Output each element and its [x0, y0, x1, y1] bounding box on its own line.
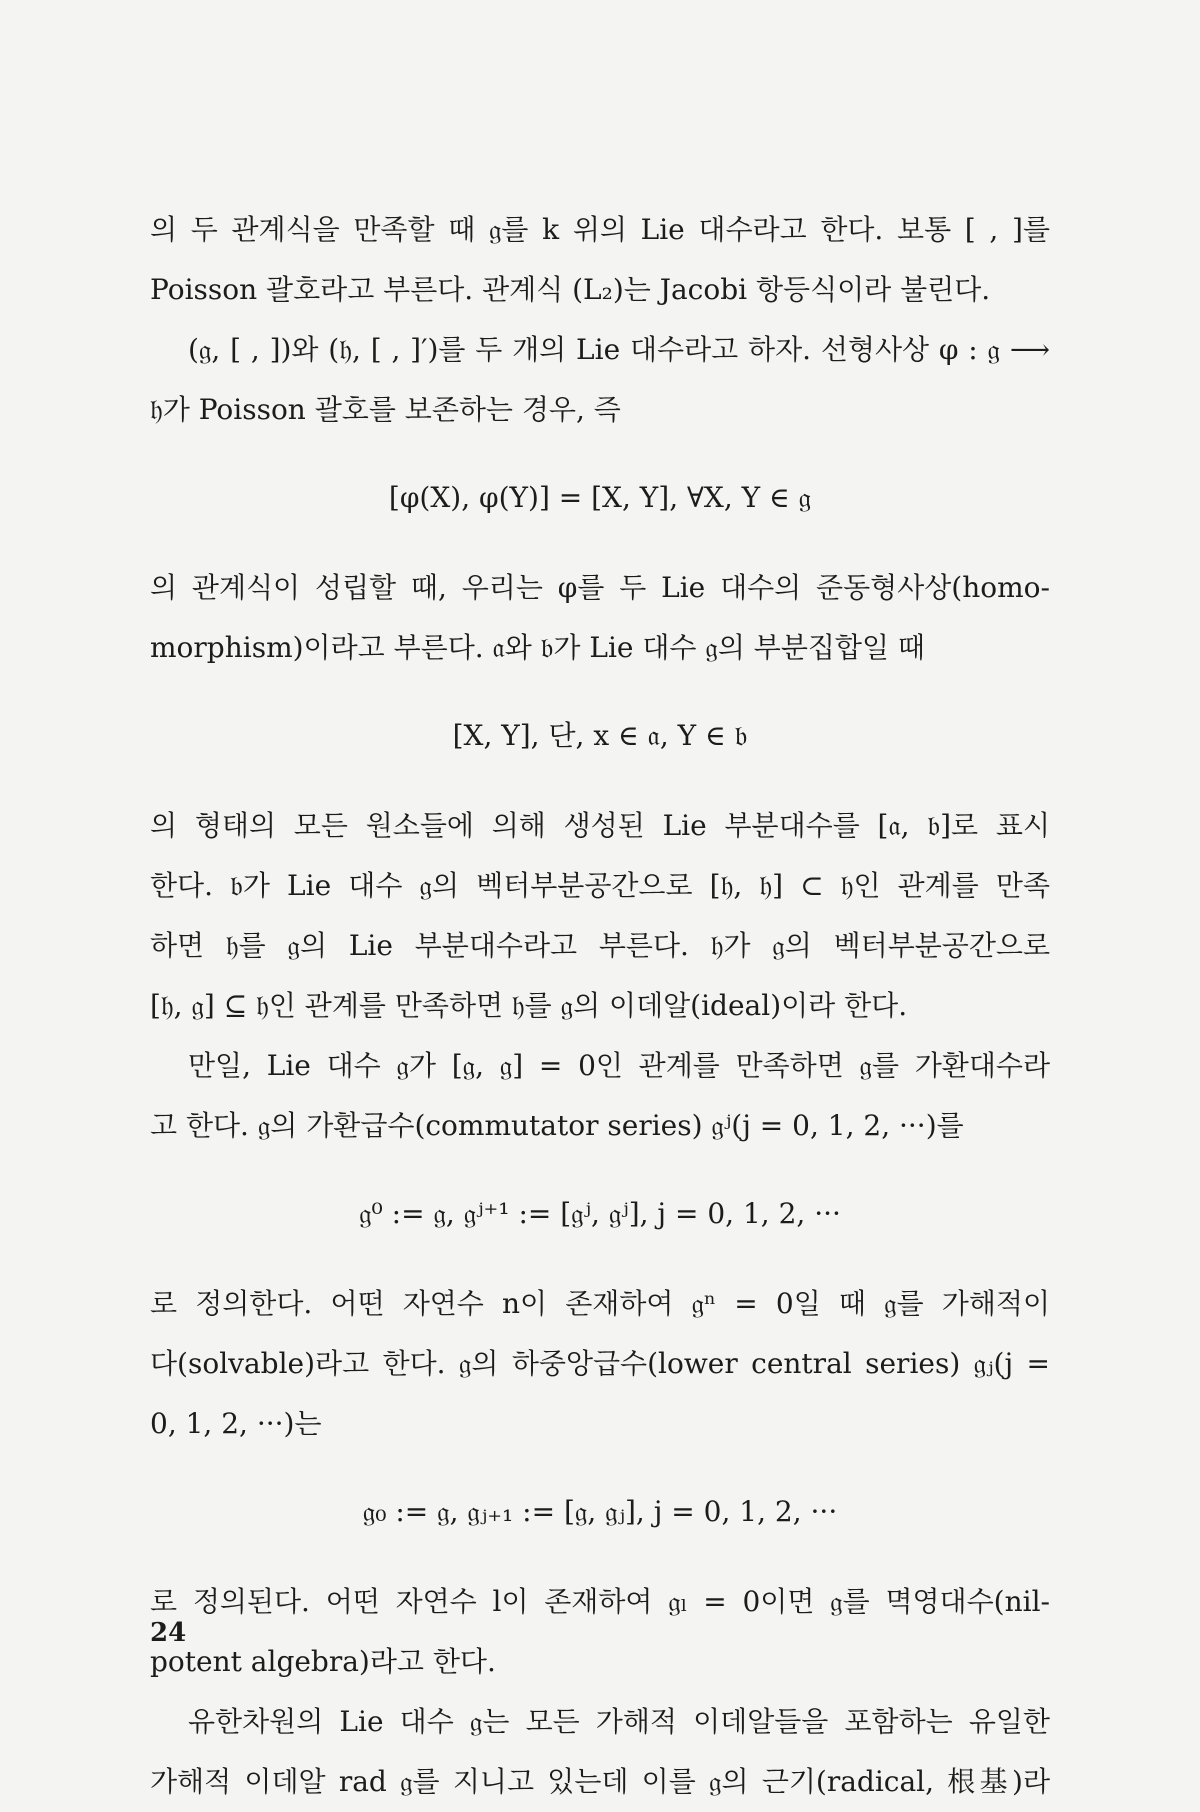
- text-line: morphism)이라고 부른다. 𝔞와 𝔟가 Lie 대수 𝔤의 부분집합일 때: [150, 631, 925, 664]
- text-line: Poisson 괄호라고 부른다. 관계식 (L₂)는 Jacobi 항등식이라 불린다.: [150, 273, 991, 306]
- text-line: 의 관계식이 성립할 때, 우리는 φ를 두 Lie 대수의 준동형사상(homo-: [150, 571, 1050, 604]
- paragraph: [150, 1036, 1050, 1156]
- text-line: 0, 1, 2, ···)는: [150, 1407, 322, 1440]
- display-equation: 𝔤₀ := 𝔤, 𝔤ⱼ₊₁ := [𝔤, 𝔤ⱼ], j = 0, 1, 2, ···: [362, 1495, 838, 1528]
- text-line: 로 정의된다. 어떤 자연수 l이 존재하여 𝔤ₗ = 0이면 𝔤를 멱영대수(nil-: [150, 1585, 1050, 1618]
- display-equation: 𝔤⁰ := 𝔤, 𝔤ʲ⁺¹ := [𝔤ʲ, 𝔤ʲ], j = 0, 1, 2, ···: [359, 1197, 841, 1230]
- paragraph: [150, 1692, 1050, 1812]
- text-line: 다(solvable)라고 한다. 𝔤의 하중앙급수(lower central series) 𝔤ⱼ(j =: [150, 1347, 1050, 1380]
- text-line: [𝔥, 𝔤] ⊆ 𝔥인 관계를 만족하면 𝔥를 𝔤의 이데알(ideal)이라 한다.: [150, 989, 908, 1022]
- text-line: 𝔥가 Poisson 괄호를 보존하는 경우, 즉: [150, 393, 621, 426]
- paragraph: [150, 558, 1050, 678]
- text-line: (𝔤, [ , ])와 (𝔥, [ , ]′)를 두 개의 Lie 대수라고 하자. 선형사상 φ : 𝔤 ⟶: [188, 333, 1050, 366]
- paragraph: [150, 1274, 1050, 1454]
- text-line: 가해적 이데알 rad 𝔤를 지니고 있는데 이를 𝔤의 근기(radical, 根基)라: [150, 1765, 1050, 1798]
- text-line: 의 두 관계식을 만족할 때 𝔤를 k 위의 Lie 대수라고 한다. 보통 [ , ]를: [150, 213, 1050, 246]
- page-body: [150, 200, 1050, 1812]
- text-line: 하면 𝔥를 𝔤의 Lie 부분대수라고 부른다. 𝔥가 𝔤의 벡터부분공간으로: [150, 929, 1050, 962]
- paragraph: [150, 320, 1050, 440]
- text-line: 고 한다. 𝔤의 가환급수(commutator series) 𝔤ʲ(j = 0, 1, 2, ···)를: [150, 1109, 964, 1142]
- text-line: 한다. 𝔟가 Lie 대수 𝔤의 벡터부분공간으로 [𝔥, 𝔥] ⊂ 𝔥인 관계를 만족: [150, 869, 1050, 902]
- text-line: potent algebra)라고 한다.: [150, 1645, 496, 1678]
- text-line: 유한차원의 Lie 대수 𝔤는 모든 가해적 이데알들을 포함하는 유일한: [188, 1705, 1050, 1738]
- paragraph: [150, 200, 1050, 320]
- text-line: 로 정의한다. 어떤 자연수 n이 존재하여 𝔤ⁿ = 0일 때 𝔤를 가해적이: [150, 1287, 1050, 1320]
- paragraph: [150, 796, 1050, 1036]
- display-equation: [φ(X), φ(Y)] = [X, Y], ∀X, Y ∈ 𝔤: [388, 481, 812, 514]
- page-number: 24: [150, 1618, 187, 1648]
- text-line: 만일, Lie 대수 𝔤가 [𝔤, 𝔤] = 0인 관계를 만족하면 𝔤를 가환대수라: [188, 1049, 1050, 1082]
- display-equation: [X, Y], 단, x ∈ 𝔞, Y ∈ 𝔟: [452, 719, 748, 752]
- paragraph: [150, 1572, 1050, 1692]
- text-line: 의 형태의 모든 원소들에 의해 생성된 Lie 부분대수를 [𝔞, 𝔟]로 표시: [150, 809, 1050, 842]
